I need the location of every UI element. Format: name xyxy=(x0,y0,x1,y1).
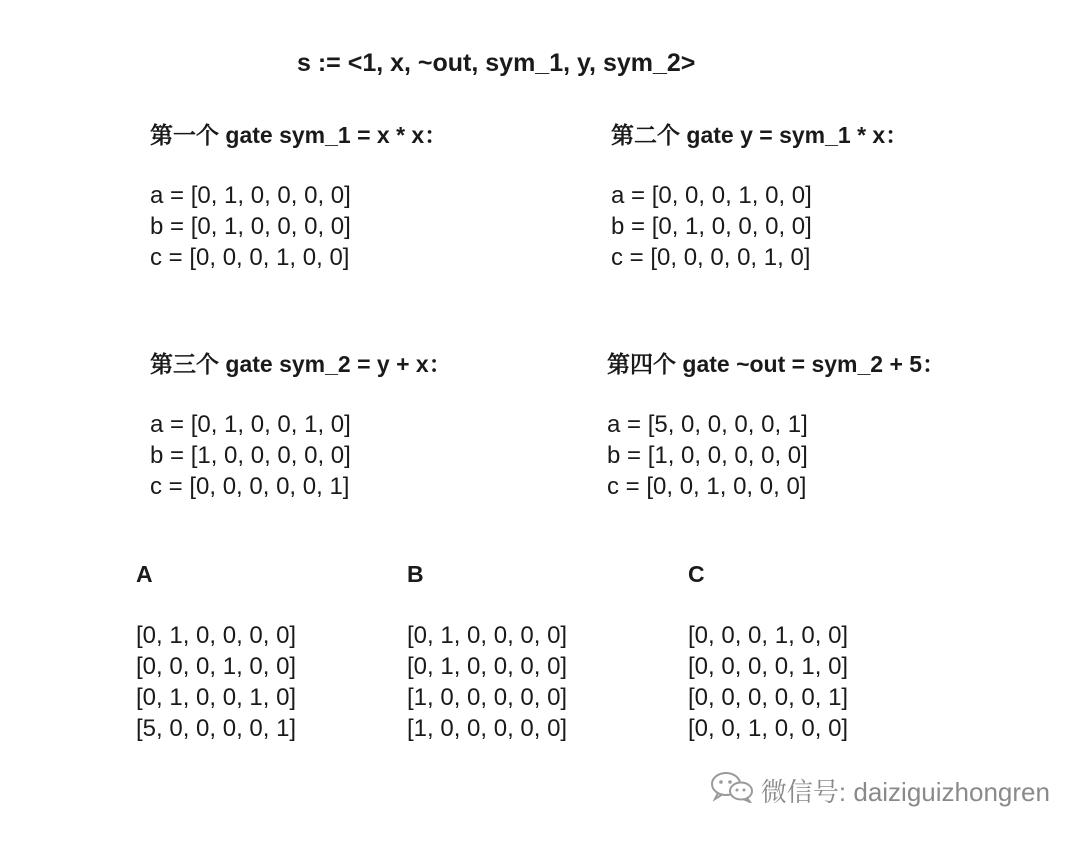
watermark-text: 微信号: daiziguizhongren xyxy=(760,777,1050,807)
vector-c: c = [0, 0, 0, 0, 0, 1] xyxy=(150,473,350,500)
vector-a: a = [5, 0, 0, 0, 0, 1] xyxy=(607,411,808,438)
vector-c: c = [0, 0, 0, 0, 1, 0] xyxy=(611,244,811,271)
wechat-icon xyxy=(680,740,755,841)
matrix-row: [0, 1, 0, 0, 0, 0] xyxy=(407,622,568,649)
matrix-row: [0, 1, 0, 0, 0, 0] xyxy=(407,653,568,680)
matrix-row: [0, 0, 0, 0, 1, 0] xyxy=(688,653,849,680)
matrix-label: A xyxy=(136,561,153,587)
watermark xyxy=(680,740,1050,841)
matrix-row: [1, 0, 0, 0, 0, 0] xyxy=(407,715,568,742)
matrix-row: [0, 1, 0, 0, 0, 0] xyxy=(136,622,297,649)
vector-c: c = [0, 0, 1, 0, 0, 0] xyxy=(607,473,807,500)
gate-title: 第三个 gate sym_2 = y + x： xyxy=(150,351,452,377)
vector-b: b = [0, 1, 0, 0, 0, 0] xyxy=(611,213,812,240)
vector-c: c = [0, 0, 0, 1, 0, 0] xyxy=(150,244,350,271)
gate-title: 第二个 gate y = sym_1 * x： xyxy=(611,122,909,148)
matrix-label: B xyxy=(407,561,424,587)
matrix-row: [1, 0, 0, 0, 0, 0] xyxy=(407,684,568,711)
matrix-row: [0, 0, 1, 0, 0, 0] xyxy=(688,715,849,742)
vector-b: b = [1, 0, 0, 0, 0, 0] xyxy=(150,442,351,469)
tuple-definition: s := <1, x, ~out, sym_1, y, sym_2> xyxy=(297,49,696,77)
matrix-row: [0, 1, 0, 0, 1, 0] xyxy=(136,684,297,711)
vector-a: a = [0, 0, 0, 1, 0, 0] xyxy=(611,182,812,209)
gate-title: 第四个 gate ~out = sym_2 + 5： xyxy=(607,351,946,377)
vector-a: a = [0, 1, 0, 0, 0, 0] xyxy=(150,182,351,209)
gate-title: 第一个 gate sym_1 = x * x： xyxy=(150,122,448,148)
vector-b: b = [1, 0, 0, 0, 0, 0] xyxy=(607,442,808,469)
vector-a: a = [0, 1, 0, 0, 1, 0] xyxy=(150,411,351,438)
matrix-row: [0, 0, 0, 0, 0, 1] xyxy=(688,684,849,711)
matrix-row: [5, 0, 0, 0, 0, 1] xyxy=(136,715,297,742)
vector-b: b = [0, 1, 0, 0, 0, 0] xyxy=(150,213,351,240)
matrix-row: [0, 0, 0, 1, 0, 0] xyxy=(688,622,849,649)
matrix-row: [0, 0, 0, 1, 0, 0] xyxy=(136,653,297,680)
matrix-label: C xyxy=(688,561,705,587)
